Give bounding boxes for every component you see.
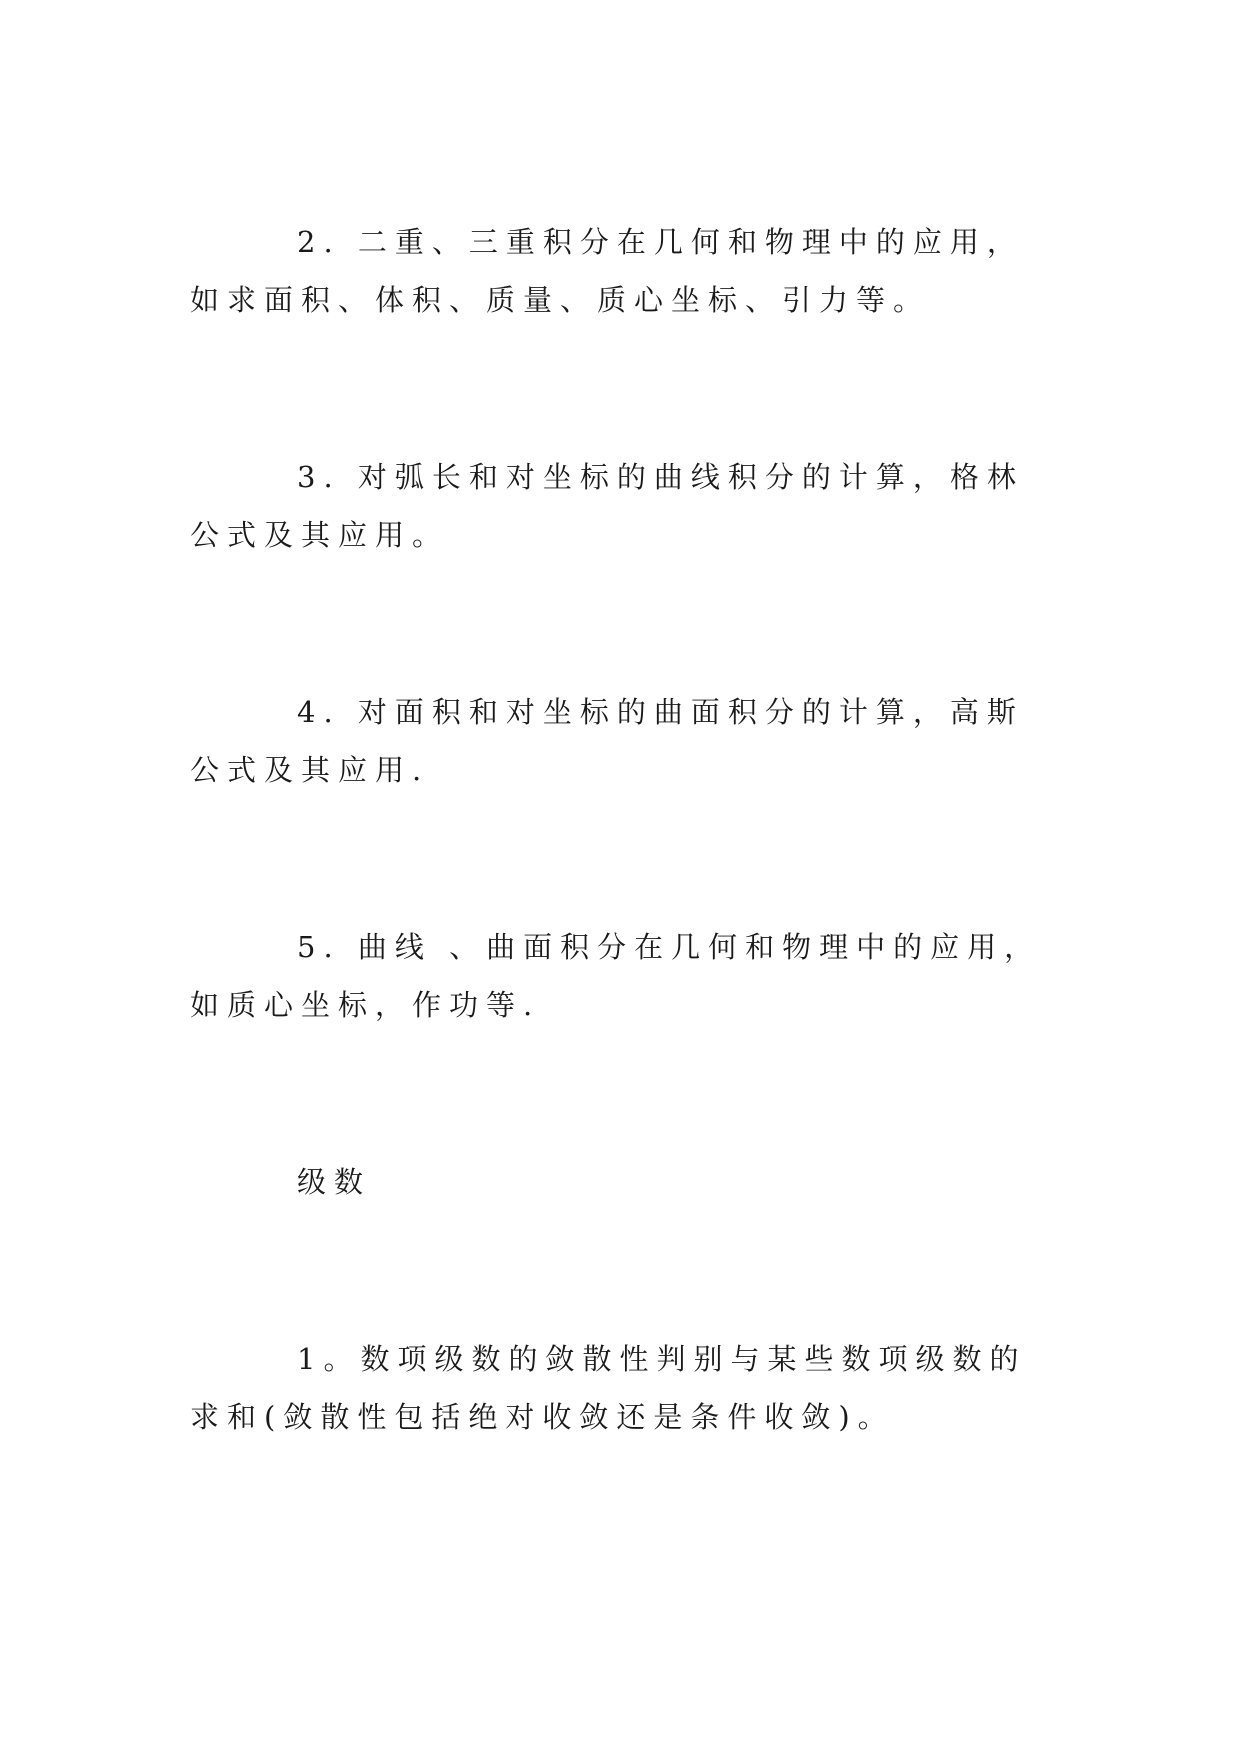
paragraph-surface-integral-gauss-formula: 4. 对面积和对坐标的曲面积分的计算，高斯公式及其应用. [190,695,1024,787]
section-heading-series: 级数 [297,1165,372,1199]
paragraph-line-integral-green-formula: 3. 对弧长和对坐标的曲线积分的计算，格林公式及其应用。 [190,460,1024,552]
paragraph-series-convergence: 1。数项级数的敛散性判别与某些数项级数的求和(敛散性包括绝对收敛还是条件收敛)。 [190,1342,1027,1434]
paragraph-double-triple-integral-applications: 2. 二重、三重积分在几何和物理中的应用，如求面积、体积、质量、质心坐标、引力等。 [190,225,1024,317]
paragraph-curve-surface-integral-applications: 5. 曲线 、曲面积分在几何和物理中的应用，如质心坐标，作功等. [190,930,1042,1022]
